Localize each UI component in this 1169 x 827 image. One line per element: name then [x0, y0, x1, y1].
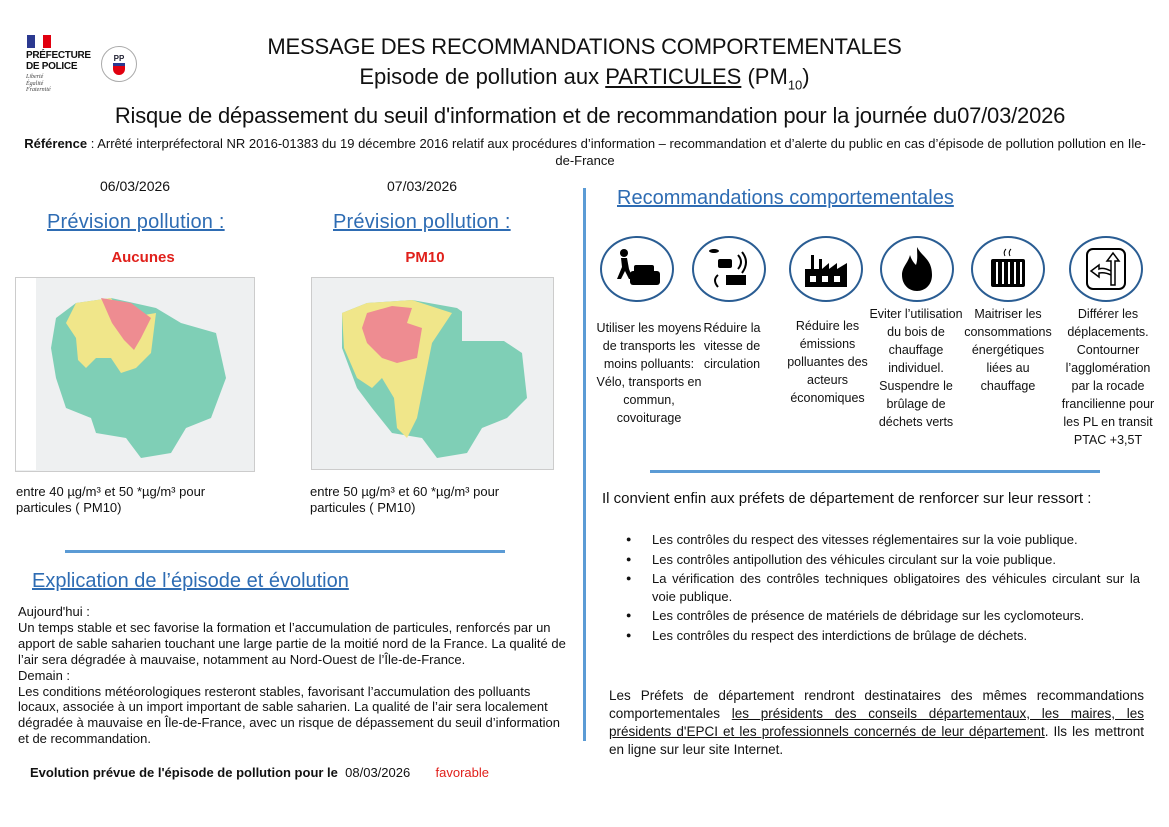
evolution-label: Evolution prévue de l'épisode de pollution pour le	[30, 765, 338, 780]
control-item: ● Les contrôles antipollution des véhicules circulant sur la voie publique.	[630, 551, 1140, 569]
motto-3: Fraternité	[26, 87, 51, 93]
tomorrow-label: Demain :	[18, 667, 71, 683]
explanation-heading: Explication de l’épisode et évolution	[32, 570, 349, 592]
forecast-date-2: 07/03/2026	[387, 178, 458, 194]
control-item: ● Les contrôles de présence de matériels de débridage sur les cyclomoteurs.	[630, 607, 1140, 625]
walk-carpool-icon	[600, 236, 674, 302]
document-subtitle	[0, 64, 1169, 92]
document-title: MESSAGE DES RECOMMANDATIONS COMPORTEMENTALES	[267, 34, 902, 59]
pollution-map-day1	[15, 277, 255, 472]
forecast-heading-2: Prévision pollution :	[333, 211, 511, 233]
forecast-caption-1: entre 40 µg/m³ et 50 *µg/m³ pour particules ( PM10)	[16, 484, 206, 515]
final-suffix: . Ils les mettront en ligne sur leur site Internet.	[609, 724, 1144, 757]
recommendations-heading: Recommandations comportementales	[617, 187, 954, 209]
forecast-caption-2: entre 50 µg/m³ et 60 *µg/m³ pour particules ( PM10)	[310, 484, 500, 515]
section-divider	[65, 550, 505, 553]
recommendation-text-4: Eviter l’utilisation du bois de chauffage individuel. Suspendre le brûlage de déchets verts	[869, 307, 963, 429]
risk-line: Risque de dépassement du seuil d'information et de recommandation pour la journée du07/03/2026	[114, 103, 1066, 128]
evolution-line	[30, 765, 489, 780]
control-item: ● Les contrôles du respect des vitesses réglementaires sur la voie publique.	[630, 531, 1140, 549]
subtitle-close: )	[802, 64, 810, 89]
column-divider	[583, 188, 586, 741]
evolution-value: favorable	[435, 765, 489, 780]
control-item: ● Les contrôles du respect des interdictions de brûlage de déchets.	[630, 627, 1140, 645]
reference-text: : Arrêté interpréfectoral NR 2016-01383 du 19 décembre 2016 relatif aux procédures d’information – recommandation et d’alerte du public en cas d’épisode de pollution pollution en Ile-de-France	[87, 136, 1146, 168]
today-label: Aujourd'hui :	[18, 604, 90, 619]
forecast-date-1: 06/03/2026	[100, 178, 171, 194]
final-paragraph	[609, 687, 1144, 759]
forecast-level-2: PM10	[405, 249, 445, 266]
recommendation-text-5: Maitriser les consommations énergétiques liées au chauffage	[964, 307, 1052, 393]
motto-2: Égalité	[26, 80, 44, 87]
recommendations-divider	[650, 470, 1100, 473]
tomorrow-text: Les conditions météorologiques resteront stables, favorisant l’accumulation des polluants locaux, associée à un import important de sable saharien. La qualité de l’air sera localement dégradée à mauvaise en Île-de-France, avec un risque de dépassement du seuil d’information et de recommandation.	[18, 683, 560, 747]
recommendation-text-2: Réduire la vitesse de circulation	[703, 321, 761, 371]
subtitle-suffix: (PM	[741, 64, 788, 89]
forecast-heading-1: Prévision pollution :	[47, 211, 225, 233]
today-text: Un temps stable et sec favorise la formation et l’accumulation de particules, renforcés par un apport de sable saharien touchant une large partie de la moitié nord de la France. La qualité de l’air sera dégradée à mauvaise, notamment au Nord-Ouest de l’Île-de-France.	[18, 619, 566, 667]
factory-icon	[789, 236, 863, 302]
radiator-icon	[971, 236, 1045, 302]
final-recipients: les présidents des conseils départementaux, les maires, les présidents d'EPCI et les professionnels concernés de leur département	[609, 706, 1144, 739]
recommendation-text-3: Réduire les émissions polluantes des acteurs économiques	[787, 319, 868, 405]
logo-line1: PRÉFECTURE	[26, 50, 91, 61]
forecast-level-1: Aucunes	[111, 249, 175, 266]
logo-line2: DE POLICE	[26, 61, 78, 72]
reference-label: Référence	[24, 136, 88, 151]
explanation-text	[18, 604, 573, 747]
final-prefix: Les Préfets de département rendront destinataires des mêmes recommandations comportementales	[609, 688, 1144, 721]
speed-radar-icon	[692, 236, 766, 302]
reference	[18, 135, 1152, 169]
detour-arrow-icon	[1069, 236, 1143, 302]
pollution-map-day2	[311, 277, 554, 470]
controls-list	[630, 531, 1140, 644]
subtitle-sub: 10	[787, 77, 803, 93]
evolution-date: 08/03/2026	[345, 765, 411, 780]
subtitle-prefix: Episode de pollution aux	[359, 64, 606, 89]
recommendation-text-6: Différer les déplacements. Contourner l’agglomération par la rocade francilienne pour les PL en transit PTAC +3,5T	[1061, 307, 1155, 447]
motto-1: Liberté	[26, 74, 44, 80]
prefects-intro: Il convient enfin aux préfets de département de renforcer sur leur ressort :	[602, 490, 1092, 507]
fire-icon	[880, 236, 954, 302]
control-item: ● La vérification des contrôles techniques obligatoires des véhicules circulant sur la voie publique.	[630, 570, 1140, 605]
subtitle-pollutant: PARTICULES	[605, 64, 742, 89]
badge-text: PP	[113, 53, 125, 63]
recommendation-text-1: Utiliser les moyens de transports les moins polluants: Vélo, transports en commun, covoiturage	[596, 321, 702, 425]
